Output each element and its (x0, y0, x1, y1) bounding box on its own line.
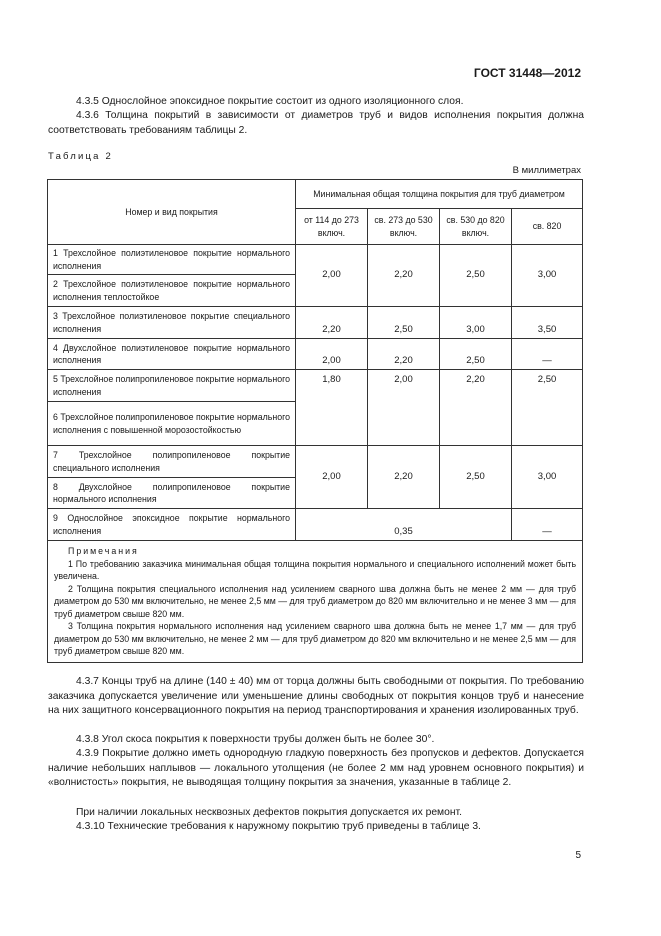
table-cell: 2,20 (368, 339, 440, 370)
table-cell: 2,20 (296, 307, 368, 339)
table-cell: 3,00 (512, 245, 583, 307)
row-label-9: 9 Однослойное эпоксидное покрытие нормального исполнения (48, 509, 296, 541)
note-3: 3 Толщина покрытия нормального исполнения над усилением сварного шва должна быть не менее 1,7 мм — для труб диаметром до 530 мм включительно, не менее 2 мм — для труб диаметром до 820 мм включительно и не менее 2,5 мм — для труб диаметром свыше 820 мм. (54, 621, 577, 656)
header-thickness-group: Минимальная общая толщина покрытия для труб диаметром (296, 180, 583, 209)
table-notes (48, 541, 583, 663)
table-cell: 2,50 (368, 307, 440, 339)
table-cell: — (512, 339, 583, 370)
paragraph-4-3-5: 4.3.5 Однослойное эпоксидное покрытие состоит из одного изоляционного слоя. (76, 96, 464, 107)
table-cell-merged: 0,35 (296, 509, 512, 541)
paragraph-repair: При наличии локальных несквозных дефектов покрытия допускается их ремонт. (76, 807, 462, 818)
table-cell: 2,20 (368, 446, 440, 509)
table-units: В миллиметрах (512, 165, 581, 176)
table-cell: 2,00 (296, 446, 368, 509)
page-number: 5 (575, 850, 581, 861)
coating-thickness-table (47, 179, 583, 663)
table-cell: — (512, 509, 583, 541)
paragraph-4-3-9: 4.3.9 Покрытие должно иметь однородную гладкую поверхность без пропусков и дефектов. Допускается наличие небольших наплывов — локального утолщения (не более 2 мм над уровнем основного покрытия) и «волнистость» покрытия, не выводящая толщину покрытия за значения, указанные в таблице 2. (48, 748, 584, 788)
table-cell: 2,00 (296, 339, 368, 370)
standard-number: ГОСТ 31448—2012 (473, 66, 581, 80)
notes-title: Примечания (68, 546, 139, 556)
row-label-4: 4 Двухслойное полиэтиленовое покрытие нормального исполнения (48, 339, 296, 370)
header-col-1: от 114 до 273 включ. (296, 209, 368, 245)
header-col-4: св. 820 (512, 209, 583, 245)
row-label-2: 2 Трехслойное полиэтиленовое покрытие нормального исполнения теплостойкое (48, 275, 296, 307)
paragraph-4-3-8: 4.3.8 Угол скоса покрытия к поверхности трубы должен быть не более 30°. (76, 734, 435, 745)
table-cell: 1,80 (296, 370, 368, 446)
note-1: 1 По требованию заказчика минимальная общая толщина покрытия нормального и специального исполнений может быть увеличена. (54, 558, 577, 581)
paragraph-4-3-10: 4.3.10 Технические требования к наружному покрытию труб приведены в таблице 3. (76, 821, 481, 832)
row-label-6: 6 Трехслойное полипропиленовое покрытие нормального исполнения с повышенной морозостойкостью (48, 402, 296, 446)
table-cell: 2,50 (512, 370, 583, 446)
row-label-3: 3 Трехслойное полиэтиленовое покрытие специального исполнения (48, 307, 296, 339)
row-label-8: 8 Двухслойное полипропиленовое покрытие нормального исполнения (48, 478, 296, 509)
row-label-7: 7 Трехслойное полипропиленовое покрытие специального исполнения (48, 446, 296, 478)
table-cell: 2,00 (296, 245, 368, 307)
header-col-3: св. 530 до 820 включ. (440, 209, 512, 245)
note-2: 2 Толщина покрытия специального исполнения над усилением сварного шва должна быть не менее 2 мм — для труб диаметром до 530 мм включительно, не менее 2,5 мм — для труб диаметром до 820 мм включительно и не менее 3 мм — для труб диаметром свыше 820 мм. (54, 583, 577, 619)
table-title: Таблица 2 (48, 151, 113, 162)
table-cell: 2,50 (440, 245, 512, 307)
header-col-2: св. 273 до 530 включ. (368, 209, 440, 245)
table-cell: 3,50 (512, 307, 583, 339)
table-cell: 2,50 (440, 446, 512, 509)
table-cell: 3,00 (440, 307, 512, 339)
table-cell: 2,00 (368, 370, 440, 446)
table-cell: 2,50 (440, 339, 512, 370)
table-cell: 2,20 (440, 370, 512, 446)
table-cell: 2,20 (368, 245, 440, 307)
table-cell: 3,00 (512, 446, 583, 509)
paragraph-4-3-6: 4.3.6 Толщина покрытий в зависимости от диаметров труб и видов исполнения покрытия должна соответствовать требованиям таблицы 2. (48, 110, 584, 136)
row-label-5: 5 Трехслойное полипропиленовое покрытие нормального исполнения (48, 370, 296, 402)
header-coating-type: Номер и вид покрытия (48, 180, 296, 245)
paragraph-4-3-7: 4.3.7 Концы труб на длине (140 ± 40) мм от торца должны быть свободными от покрытия. По требованию заказчика допускается увеличение или уменьшение длины свободных от покрытия концов труб и нанесение на них защитного консервационного покрытия на период транспортирования и хранения изолированных труб. (48, 676, 584, 716)
row-label-1: 1 Трехслойное полиэтиленовое покрытие нормального исполнения (48, 245, 296, 275)
